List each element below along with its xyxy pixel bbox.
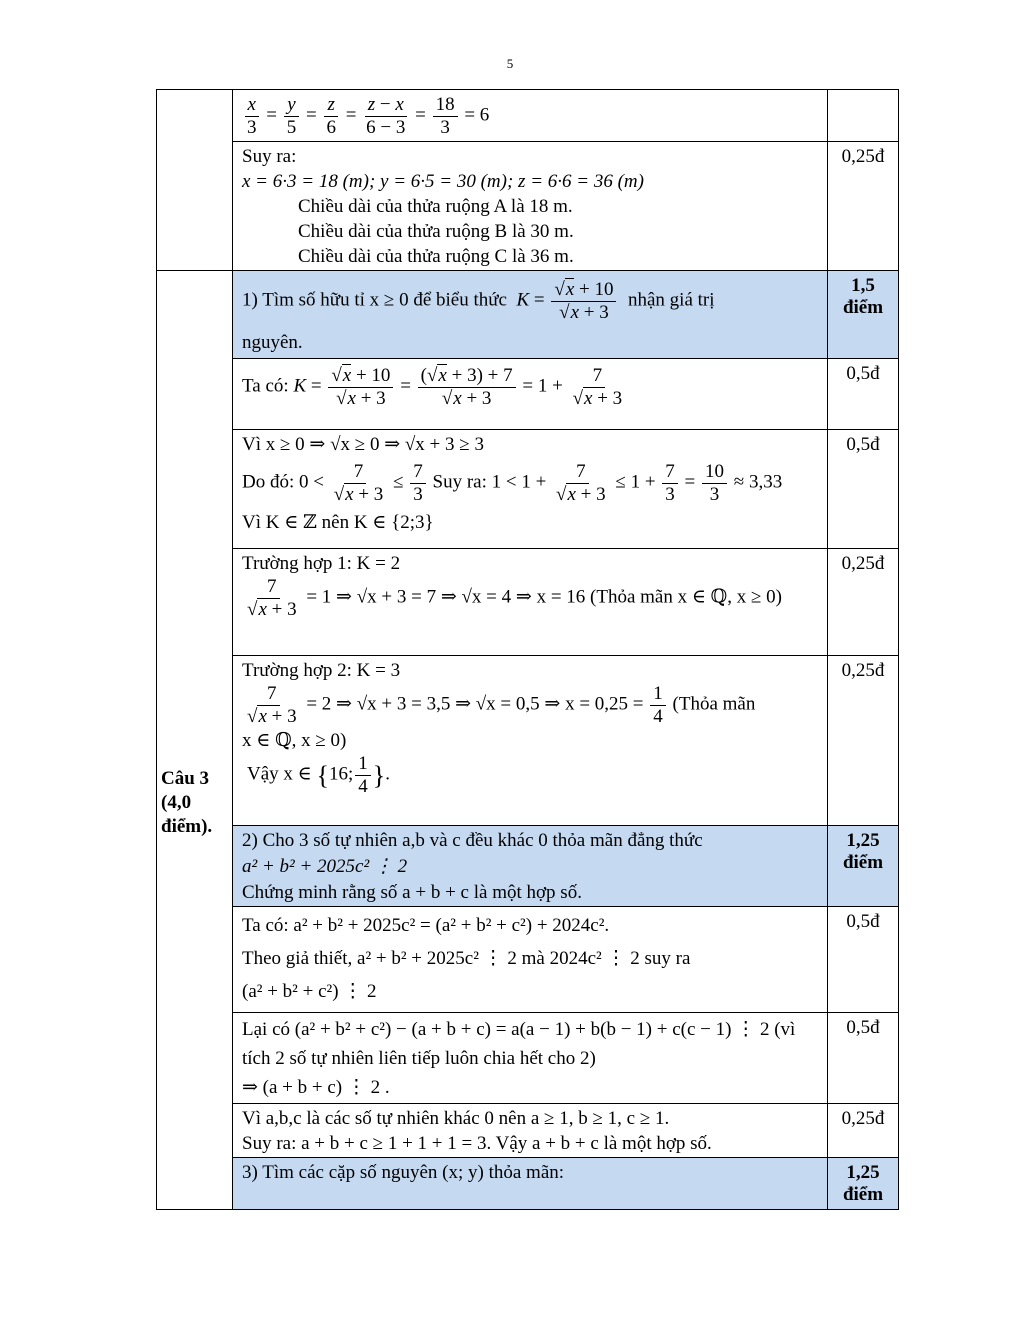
conclusion-label: Vậy x ∈	[247, 763, 312, 785]
table-row	[157, 1013, 899, 1104]
case1-chain: = 1 ⇒ √x + 3 = 7 ⇒ √x = 4 ⇒ x = 16 (Thỏa mãn x ∈ ℚ, x ≥ 0)	[306, 586, 782, 608]
part2-condition: a² + b² + 2025c² ⋮ 2	[242, 856, 408, 877]
field-b-length: Chiều dài của thửa ruộng B là 30 m.	[298, 221, 574, 242]
field-c-length: Chiều dài của thửa ruộng C là 36 m.	[298, 246, 574, 267]
score-cell	[828, 142, 899, 271]
hypothesis-line: Theo giả thiết, a² + b² + 2025c² ⋮ 2 mà 2024c² ⋮ 2 suy ra	[242, 948, 691, 969]
score-cell	[828, 549, 899, 656]
natural-number-line: Vì a,b,c là các số tự nhiên khác 0 nên a ≥ 1, b ≥ 1, c ≥ 1.	[242, 1108, 670, 1129]
part1-text: 1) Tìm số hữu tỉ x ≥ 0 để biểu thức	[242, 289, 507, 311]
k-set-line: Vì K ∈ ℤ nên K ∈ {2;3}	[242, 511, 434, 533]
score-value: 0,25đ	[841, 660, 885, 681]
score-cell	[828, 907, 899, 1013]
part2-points: 1,25	[846, 830, 880, 851]
inequality-line: Vì x ≥ 0 ⇒ √x ≥ 0 ⇒ √x + 3 ≥ 3	[242, 434, 484, 455]
case2-tail: (Thỏa mãn	[672, 693, 756, 715]
score-value: 0,5đ	[846, 434, 880, 455]
content-cell: Trường hợp 2: K = 3 $\frac{7}{√x + 3}$ = 2 ⇒ √x + 3 = 3,5 ⇒ √x = 0,5 ⇒ x = 0,25 = $\frac{1}{4}$ (Thỏa mãn x ∈ ℚ, x ≥ 0) Vậy x ∈ {16; $\frac{1}{4}$ }.	[233, 656, 828, 826]
table-row	[157, 359, 899, 430]
answer-table	[156, 89, 899, 1210]
part-header-cell	[233, 1158, 828, 1210]
score-value: 0,5đ	[846, 911, 880, 932]
part3-statement: 3) Tìm các cặp số nguyên (x; y) thỏa mãn:	[242, 1162, 565, 1183]
question-label: Câu 3	[161, 768, 210, 789]
table-row	[157, 1158, 899, 1210]
case2-title: Trường hợp 2: K = 3	[242, 660, 401, 681]
page-number: 5	[506, 56, 514, 71]
part-header-cell: 1) Tìm số hữu tỉ x ≥ 0 để biểu thức K = $\frac{√x + 10}{√x + 3}$ nhận giá trị nguyên.	[233, 271, 828, 359]
reason-line: tích 2 số tự nhiên liên tiếp luôn chia hết cho 2)	[242, 1048, 596, 1069]
part-header-cell	[233, 826, 828, 907]
part-score-cell	[828, 271, 899, 359]
content-cell	[233, 1013, 828, 1104]
sum-divisible-line: ⇒ (a + b + c) ⋮ 2 .	[242, 1077, 390, 1098]
approx-value: ≈ 3,33	[733, 471, 783, 493]
do-do-label: Do đó:	[242, 471, 295, 493]
content-cell: Ta có: K = $\frac{√x + 10}{√x + 3}$ = $\frac{(√x + 3) + 7}{√x + 3}$ = 1 + $\frac{7}{√x + 3}$	[233, 359, 828, 430]
table-row	[157, 826, 899, 907]
question-points-unit: điểm).	[161, 816, 213, 837]
part1-text-end: nguyên.	[242, 331, 303, 353]
score-cell	[828, 1104, 899, 1158]
composite-conclusion: Suy ra: a + b + c ≥ 1 + 1 + 1 = 3. Vậy a + b + c là một hợp số.	[242, 1133, 712, 1154]
table-row	[157, 430, 899, 549]
part1-points-unit: điểm	[842, 297, 884, 318]
part3-points: 1,25	[846, 1162, 880, 1183]
question-points: (4,0	[161, 792, 192, 813]
ta-co-label: Ta có:	[242, 375, 289, 397]
part1-text-tail: nhận giá trị	[627, 289, 715, 311]
table-row	[157, 142, 899, 271]
table-row	[157, 656, 899, 826]
content-cell	[233, 90, 828, 142]
part2-points-unit: điểm	[842, 852, 884, 873]
score-value: 0,25đ	[841, 146, 885, 167]
case2-condition: x ∈ ℚ, x ≥ 0)	[242, 729, 347, 751]
case2-chain: = 2 ⇒ √x + 3 = 3,5 ⇒ √x = 0,5 ⇒ x = 0,25 =	[306, 693, 644, 715]
length-calculation: x = 6·3 = 18 (m); y = 6·5 = 30 (m); z = 6·6 = 36 (m)	[242, 171, 644, 192]
score-value: 0,25đ	[841, 553, 885, 574]
field-a-length: Chiều dài của thửa ruộng A là 18 m.	[298, 196, 573, 217]
bound-line: Do đó: 0 < $\frac{7}{√x + 3}$ ≤ $\frac{7}{3}$ Suy ra: 1 < 1 + $\frac{7}{√x + 3}$ ≤ 1 + $\frac{7}{3}$ = $\frac{10}{3}$ ≈ 3,33	[242, 461, 783, 505]
suy-ra-label: Suy ra:	[242, 146, 297, 167]
score-cell	[828, 1013, 899, 1104]
table-row	[157, 271, 899, 359]
content-cell: Trường hợp 1: K = 2 $\frac{7}{√x + 3}$ = 1 ⇒ √x + 3 = 7 ⇒ √x = 4 ⇒ x = 16 (Thỏa mãn x ∈ ℚ, x ≥ 0)	[233, 549, 828, 656]
suy-ra-label: Suy ra:	[432, 471, 487, 493]
difference-line: Lại có (a² + b² + c²) − (a + b + c) = a(a − 1) + b(b − 1) + c(c − 1) ⋮ 2 (vì	[242, 1019, 796, 1040]
proportion-chain: $\frac{x}{3}$ = $\frac{y}{5}$ = $\frac{z}{6}$ = $\frac{z - x}{6 - 3}$ = $\frac{18}{3}$ = 6	[233, 90, 827, 139]
table-row	[157, 549, 899, 656]
part-score-cell	[828, 1158, 899, 1210]
identity-line: Ta có: a² + b² + 2025c² = (a² + b² + c²) + 2024c².	[242, 915, 610, 936]
part2-statement: 2) Cho 3 số tự nhiên a,b và c đều khác 0 thỏa mãn đẳng thức	[242, 830, 703, 851]
part-score-cell	[828, 826, 899, 907]
part2-prove: Chứng minh rằng số a + b + c là một hợp số.	[242, 882, 582, 903]
content-cell	[233, 907, 828, 1013]
score-value: 0,5đ	[846, 363, 880, 384]
score-value: 0,25đ	[841, 1108, 885, 1129]
case1-title: Trường hợp 1: K = 2	[242, 553, 401, 574]
score-value: 0,5đ	[846, 1017, 880, 1038]
table-row	[157, 90, 899, 142]
score-cell	[828, 90, 899, 142]
content-cell	[233, 430, 828, 549]
table-row	[157, 1104, 899, 1158]
score-cell	[828, 656, 899, 826]
question-cell-previous	[157, 90, 233, 271]
table-row	[157, 907, 899, 1013]
divisible-line: (a² + b² + c²) ⋮ 2	[242, 981, 377, 1002]
score-cell	[828, 430, 899, 549]
content-cell	[233, 1104, 828, 1158]
score-cell	[828, 359, 899, 430]
part3-points-unit: điểm	[842, 1184, 884, 1205]
content-cell	[233, 142, 828, 271]
question-label-cell	[157, 271, 233, 1210]
part1-points: 1,5	[851, 275, 875, 296]
